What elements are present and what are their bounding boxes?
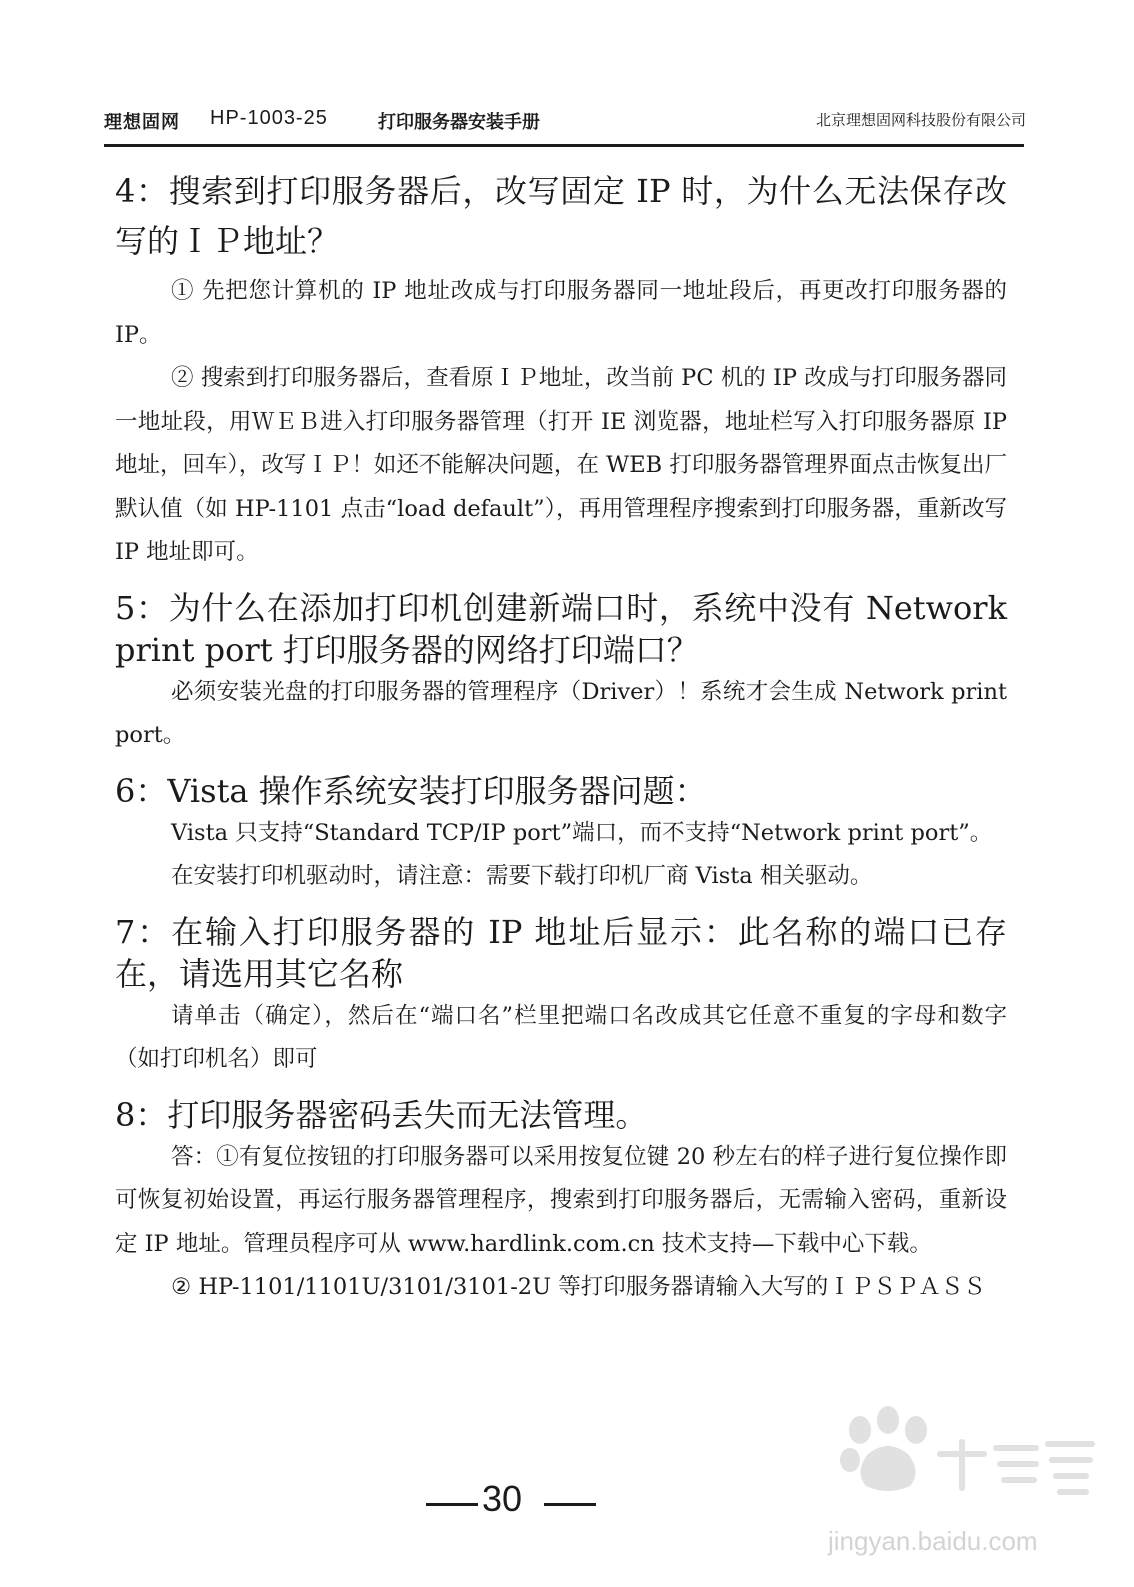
baidu-watermark	[790, 1392, 1120, 1572]
question-4-answer-1: ① 先把您计算机的 IP 地址改成与打印服务器同一地址段后，再更改打印服务器的 IP。	[115, 278, 1007, 348]
question-6-title: 6：Vista 操作系统安装打印服务器问题：	[115, 771, 707, 810]
header-brand: 理想固网	[104, 112, 180, 133]
page-number-footer	[420, 1476, 600, 1526]
question-8-title: 8：打印服务器密码丢失而无法管理。	[115, 1095, 648, 1134]
page-number-dash-right	[544, 1503, 596, 1506]
question-5-answer-1: 必须安装光盘的打印服务器的管理程序（Driver）！系统才会生成 Network print port。	[115, 678, 1007, 748]
header-company: 北京理想固网科技股份有限公司	[815, 111, 1026, 129]
page-header	[104, 108, 1026, 134]
question-6-answer-2: 在安装打印机驱动时，请注意：需要下载打印机厂商 Vista 相关驱动。	[171, 863, 873, 889]
header-manual-title: 打印服务器安装手册	[378, 112, 540, 133]
baidu-paw-logo-icon	[790, 1392, 1110, 1522]
question-7-title: 7：在输入打印服务器的 IP 地址后显示：此名称的端口已存在，请选用其它名称	[115, 912, 1007, 993]
question-4-title: 4：搜索到打印服务器后，改写固定 IP 时，为什么无法保存改写的ＩＰ地址？	[115, 172, 1007, 260]
header-rule	[104, 144, 1024, 147]
question-7-answer-1: 请单击（确定），然后在“端口名”栏里把端口名改成其它任意不重复的字母和数字（如打印机名）即可	[115, 1002, 1007, 1072]
question-8-answer-2: ② HP-1101/1101U/3101/3101-2U 等打印服务器请输入大写的ＩＰＳＰＡＳＳ	[171, 1274, 986, 1300]
header-model: HP-1003-25	[210, 107, 328, 129]
question-4-answer-2: ② 搜索到打印服务器后，查看原ＩＰ地址，改当前 PC 机的 IP 改成与打印服务器同一地址段，用ＷＥＢ进入打印服务器管理（打开 IE 浏览器，地址栏写入打印服务器原 IP 地址，回车），改写ＩＰ！如还不能解决问题，在 WEB 打印服务器管理界面点击恢复出厂默认值（如 HP-1101 点击“load default”），再用管理程序搜索到打印服务器，重新改写 IP 地址即可。	[115, 365, 1007, 565]
page-number: 30	[482, 1478, 523, 1519]
page-content	[115, 166, 1007, 1310]
watermark-url: jingyan.baidu.com	[828, 1526, 1038, 1556]
page-number-dash-left	[426, 1503, 478, 1506]
question-5-title: 5：为什么在添加打印机创建新端口时，系统中没有 Network print port 打印服务器的网络打印端口？	[115, 588, 1007, 669]
question-6-answer-1: Vista 只支持“Standard TCP/IP port”端口，而不支持“Network print port”。	[171, 819, 993, 846]
question-8-answer-1: 答：①有复位按钮的打印服务器可以采用按复位键 20 秒左右的样子进行复位操作即可恢复初始设置，再运行服务器管理程序，搜索到打印服务器后，无需输入密码，重新设定 IP 地址。管理员程序可从 www.hardlink.com.cn 技术支持—下载中心下载。	[115, 1143, 1007, 1257]
